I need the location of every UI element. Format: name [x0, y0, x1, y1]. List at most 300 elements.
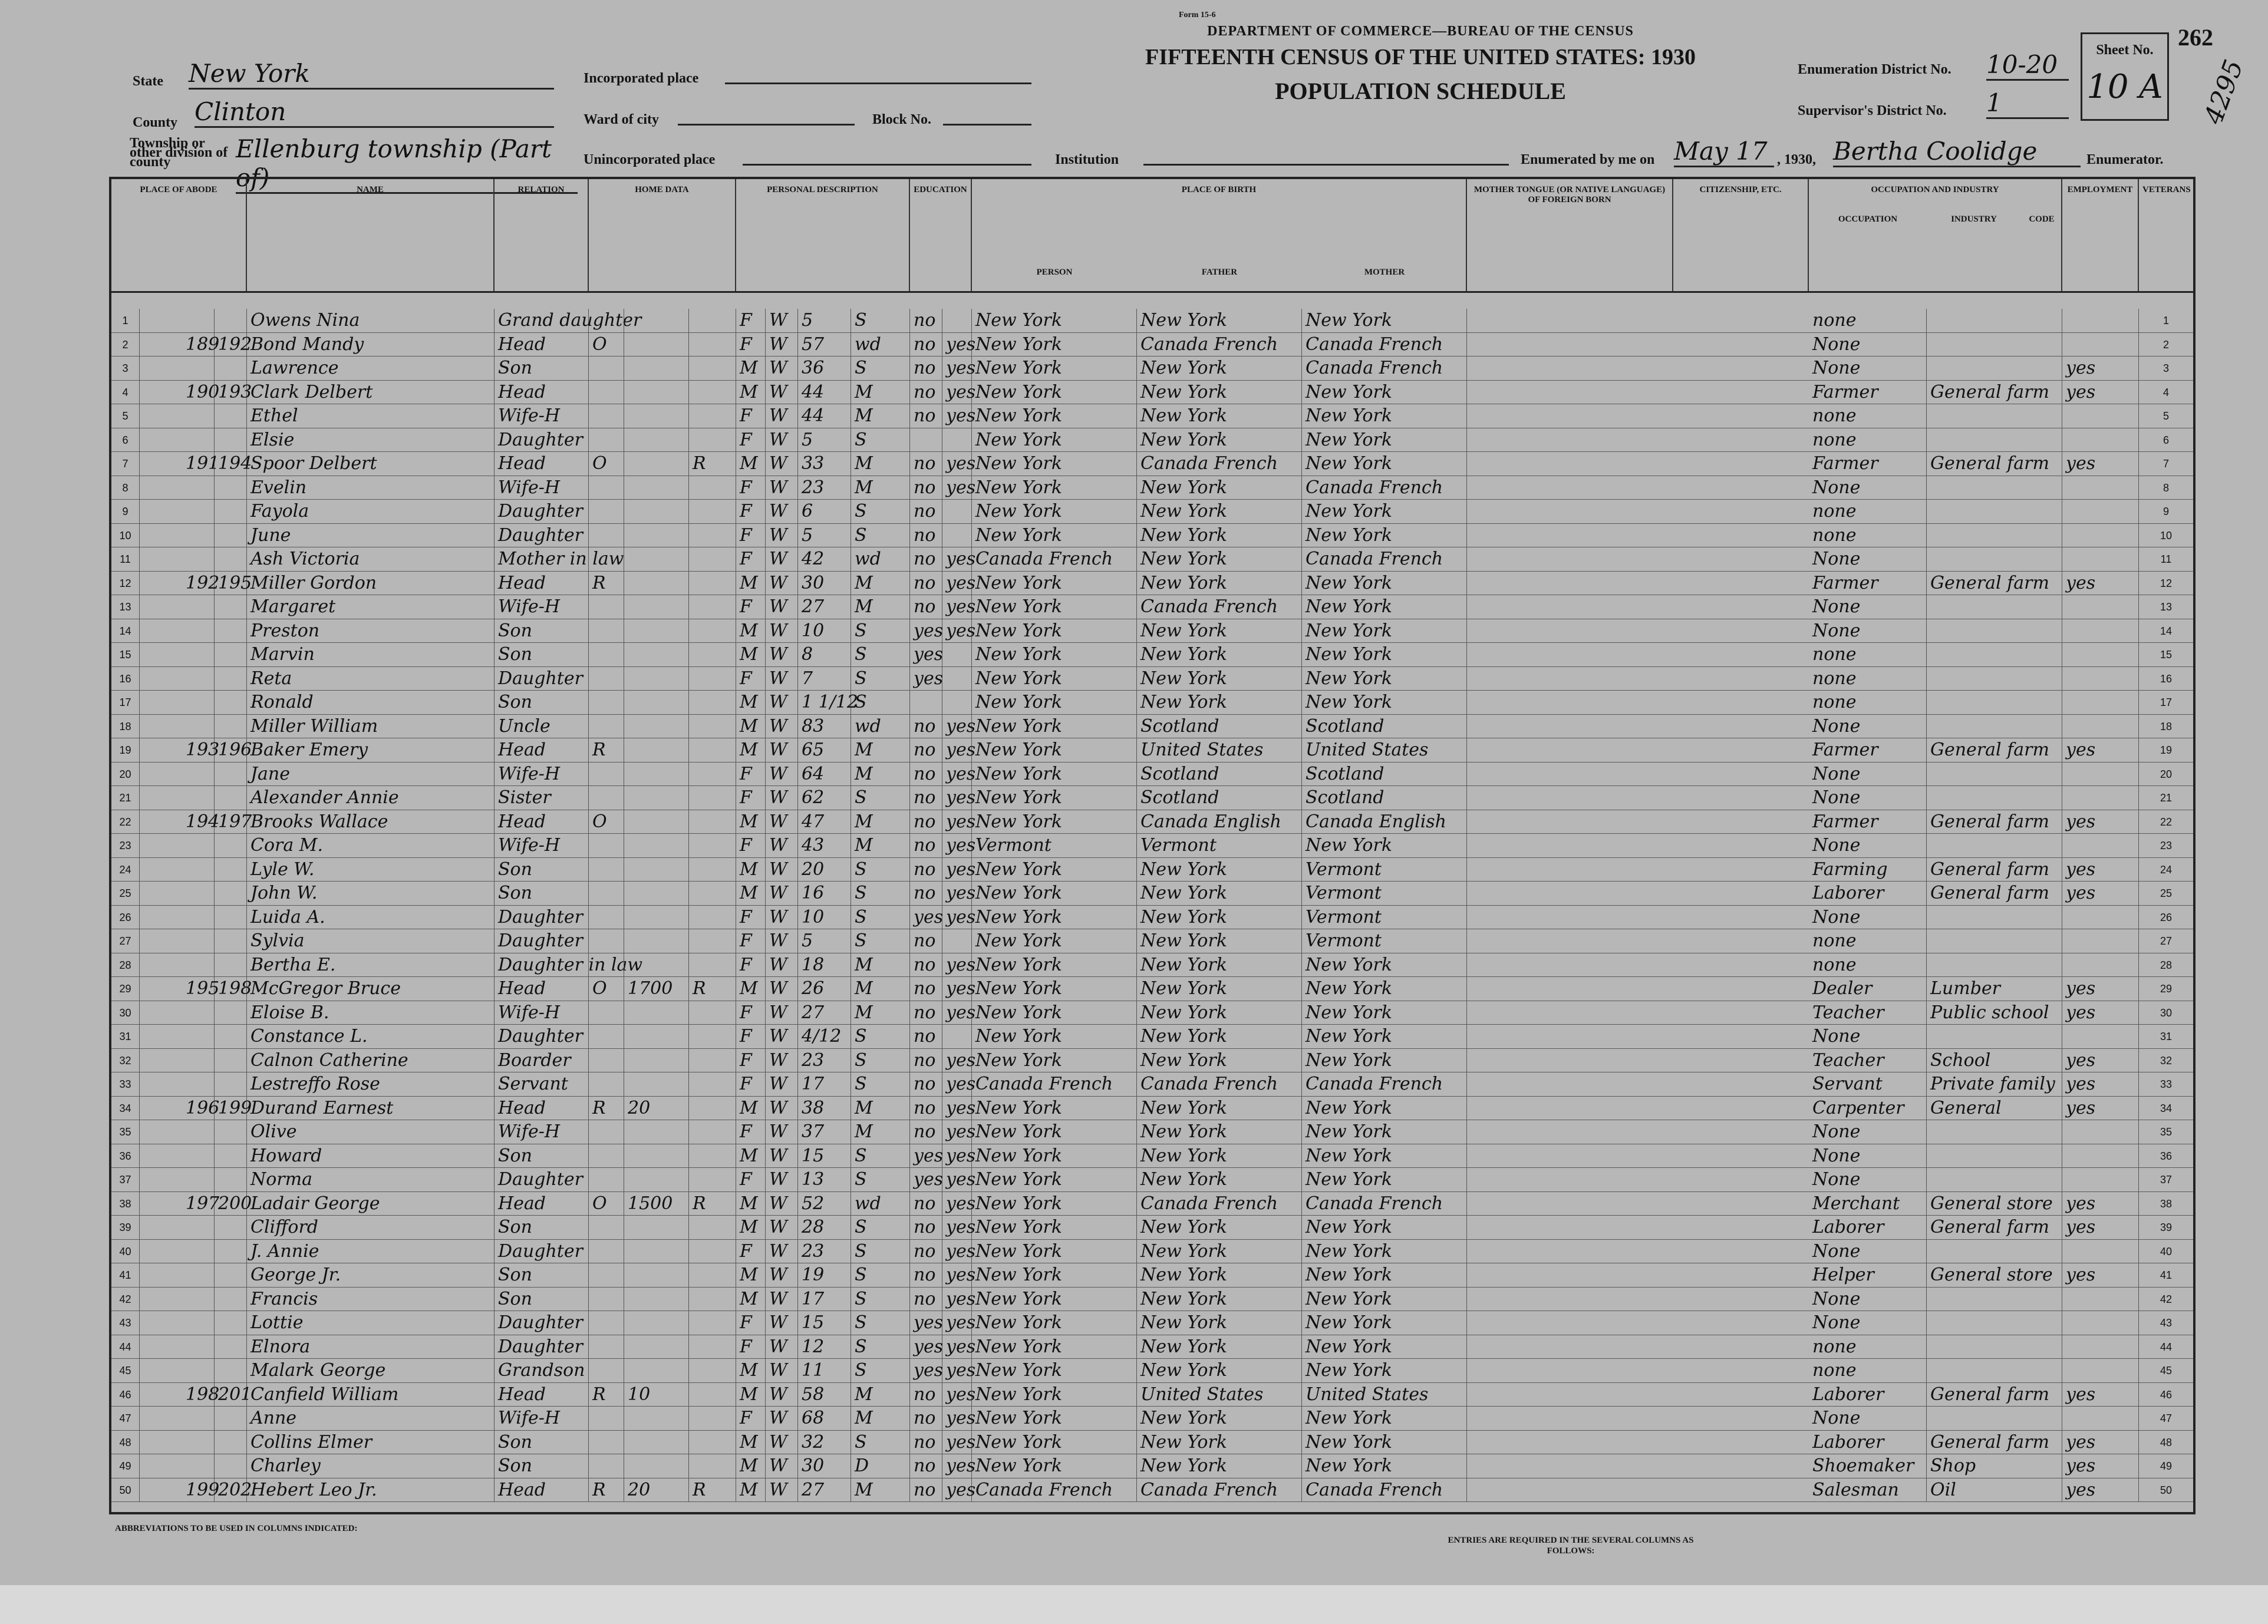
birthplace-father: New York — [1137, 691, 1302, 714]
home-value — [624, 1431, 689, 1454]
family-number — [215, 1311, 247, 1335]
employment — [2062, 1311, 2139, 1335]
birthplace-person: New York — [972, 763, 1137, 786]
radio-set — [689, 428, 736, 452]
industry — [1927, 1168, 2062, 1191]
population-table — [109, 177, 2196, 1514]
occupation: Salesman — [1809, 1478, 1927, 1502]
table-row — [111, 1311, 2193, 1335]
dwelling-number — [182, 428, 215, 452]
home-value — [624, 1263, 689, 1287]
dwelling-number — [182, 1049, 215, 1072]
person-name: Ladair George — [247, 1192, 495, 1216]
table-row — [111, 1097, 2193, 1121]
line-number: 18 — [111, 715, 140, 738]
person-name: Margaret — [247, 595, 495, 619]
race: W — [766, 1288, 798, 1311]
radio-set — [689, 1072, 736, 1096]
table-row — [111, 929, 2193, 953]
marital-status: S — [851, 1431, 910, 1454]
birthplace-person: New York — [972, 738, 1137, 762]
line-number: 19 — [111, 738, 140, 762]
employment — [2062, 619, 2139, 643]
home-value — [624, 476, 689, 500]
enumerated-year: , 1930, — [1777, 152, 1816, 167]
birthplace-father: New York — [1137, 524, 1302, 547]
dwelling-number — [182, 643, 215, 666]
attended-school: yes — [910, 906, 942, 929]
sex: F — [736, 1072, 766, 1096]
enum-district-label: Enumeration District No. — [1798, 62, 1951, 77]
birthplace-father: New York — [1137, 404, 1302, 428]
attended-school: no — [910, 1120, 942, 1144]
race: W — [766, 1311, 798, 1335]
occupation: Servant — [1809, 1072, 1927, 1096]
line-number-right: 13 — [2160, 601, 2173, 613]
attended-school: no — [910, 1383, 942, 1407]
race: W — [766, 1335, 798, 1359]
home-value — [624, 357, 689, 380]
birthplace-mother: New York — [1302, 1454, 1467, 1478]
radio-set — [689, 858, 736, 882]
sex: M — [736, 1383, 766, 1407]
birthplace-mother: New York — [1302, 1240, 1467, 1263]
line-number-right: 10 — [2160, 529, 2173, 542]
birthplace-person: New York — [972, 1001, 1137, 1025]
dwelling-number — [182, 1025, 215, 1048]
birthplace-person: New York — [972, 906, 1137, 929]
employment — [2062, 309, 2139, 332]
dwelling-number — [182, 834, 215, 857]
home-value — [624, 1072, 689, 1096]
group-name: NAME — [247, 179, 495, 291]
relation: Son — [495, 882, 589, 905]
line-number-right: 23 — [2160, 840, 2173, 851]
marital-status: S — [851, 1263, 910, 1287]
employment — [2062, 595, 2139, 619]
home-value — [624, 1168, 689, 1191]
birthplace-mother: New York — [1302, 309, 1467, 332]
can-read-write: yes — [942, 547, 972, 571]
age: 23 — [798, 476, 851, 500]
occupation: None — [1809, 357, 1927, 380]
birthplace-father: New York — [1137, 858, 1302, 882]
industry — [1927, 691, 2062, 714]
birthplace-mother: New York — [1302, 1288, 1467, 1311]
birthplace-father: New York — [1137, 381, 1302, 404]
industry — [1927, 1335, 2062, 1359]
age: 27 — [798, 1001, 851, 1025]
birthplace-mother: New York — [1302, 524, 1467, 547]
family-number — [215, 1049, 247, 1072]
group-education: EDUCATION — [910, 179, 972, 291]
attended-school: yes — [910, 619, 942, 643]
line-number-right: 5 — [2162, 410, 2169, 422]
sex: F — [736, 547, 766, 571]
person-name: Hebert Leo Jr. — [247, 1478, 495, 1502]
can-read-write — [942, 929, 972, 953]
line-number-right: 28 — [2160, 959, 2173, 971]
attended-school: no — [910, 1263, 942, 1287]
dwelling-number — [182, 476, 215, 500]
person-name: Brooks Wallace — [247, 810, 495, 834]
birthplace-person: New York — [972, 858, 1137, 882]
dwelling-number — [182, 547, 215, 571]
industry: Public school — [1927, 1001, 2062, 1025]
line-number: 33 — [111, 1072, 140, 1096]
person-name: Owens Nina — [247, 309, 495, 332]
occupation: Teacher — [1809, 1049, 1927, 1072]
dwelling-number — [182, 1216, 215, 1239]
home-owned — [589, 763, 624, 786]
industry-label: INDUSTRY — [1951, 214, 1997, 224]
line-number: 39 — [111, 1216, 140, 1239]
can-read-write: yes — [942, 1335, 972, 1359]
group-occupation-industry — [1809, 179, 2062, 291]
line-number: 40 — [111, 1240, 140, 1263]
occupation: None — [1809, 1288, 1927, 1311]
can-read-write: yes — [942, 1168, 972, 1191]
sex: F — [736, 333, 766, 357]
birthplace-person: New York — [972, 929, 1137, 953]
radio-set — [689, 1144, 736, 1168]
family-number — [215, 404, 247, 428]
state-label: State — [133, 74, 163, 89]
marital-status: M — [851, 452, 910, 476]
birthplace-person: New York — [972, 1431, 1137, 1454]
race: W — [766, 1383, 798, 1407]
home-owned — [589, 643, 624, 666]
family-number — [215, 1240, 247, 1263]
marital-status: S — [851, 667, 910, 691]
attended-school: no — [910, 786, 942, 810]
birthplace-mother: New York — [1302, 1097, 1467, 1120]
attended-school: no — [910, 500, 942, 523]
family-number: 193 — [215, 381, 247, 404]
marital-status: M — [851, 381, 910, 404]
line-number: 50 — [111, 1478, 140, 1502]
home-value: 1500 — [624, 1192, 689, 1216]
dwelling-number — [182, 1240, 215, 1263]
abbreviations-title: ABBREVIATIONS TO BE USED IN COLUMNS INDICATED: — [115, 1524, 358, 1533]
marital-status: S — [851, 906, 910, 929]
dwelling-number — [182, 1288, 215, 1311]
occupation: None — [1809, 1407, 1927, 1430]
home-owned — [589, 1454, 624, 1478]
marital-status: S — [851, 691, 910, 714]
table-row — [111, 1192, 2193, 1216]
can-read-write: yes — [942, 1120, 972, 1144]
attended-school: no — [910, 1407, 942, 1430]
occupation: Dealer — [1809, 977, 1927, 1001]
attended-school: no — [910, 595, 942, 619]
occupation-industry-title: OCCUPATION AND INDUSTRY — [1871, 185, 1999, 194]
person-name: Anne — [247, 1407, 495, 1430]
home-value — [624, 738, 689, 762]
age: 38 — [798, 1097, 851, 1120]
line-number: 32 — [111, 1049, 140, 1072]
birthplace-father: United States — [1137, 738, 1302, 762]
birthplace-mother: Canada French — [1302, 1192, 1467, 1216]
birthplace-person: Canada French — [972, 1072, 1137, 1096]
dwelling-number — [182, 763, 215, 786]
age: 27 — [798, 1478, 851, 1502]
county-value: Clinton — [195, 97, 554, 128]
attended-school: no — [910, 763, 942, 786]
attended-school: no — [910, 1288, 942, 1311]
birthplace-father: New York — [1137, 1454, 1302, 1478]
birthplace-father: Scotland — [1137, 763, 1302, 786]
marital-status: S — [851, 500, 910, 523]
home-owned — [589, 357, 624, 380]
group-veterans: VETERANS — [2142, 185, 2191, 194]
race: W — [766, 1216, 798, 1239]
person-name: Sylvia — [247, 929, 495, 953]
age: 19 — [798, 1263, 851, 1287]
table-row — [111, 476, 2193, 500]
home-value — [624, 404, 689, 428]
table-row — [111, 500, 2193, 524]
marital-status: M — [851, 1001, 910, 1025]
table-row — [111, 667, 2193, 691]
line-number: 46 — [111, 1383, 140, 1407]
relation: Son — [495, 1288, 589, 1311]
enumerator-name: Bertha Coolidge — [1833, 137, 2081, 167]
birthplace-person: New York — [972, 1335, 1137, 1359]
attended-school: no — [910, 977, 942, 1001]
marital-status: wd — [851, 547, 910, 571]
birthplace-father: Canada French — [1137, 595, 1302, 619]
line-number-right: 25 — [2160, 887, 2173, 899]
can-read-write: yes — [942, 1192, 972, 1216]
family-number — [215, 1120, 247, 1144]
can-read-write: yes — [942, 1144, 972, 1168]
sex: F — [736, 929, 766, 953]
home-value — [624, 547, 689, 571]
birthplace-mother: Scotland — [1302, 715, 1467, 738]
employment — [2062, 524, 2139, 547]
employment: yes — [2062, 1192, 2139, 1216]
sex: M — [736, 691, 766, 714]
employment: yes — [2062, 1454, 2139, 1478]
radio-set — [689, 357, 736, 380]
occupation: Teacher — [1809, 1001, 1927, 1025]
industry — [1927, 428, 2062, 452]
relation: Head — [495, 977, 589, 1001]
industry — [1927, 547, 2062, 571]
birthplace-person: New York — [972, 977, 1137, 1001]
line-number: 49 — [111, 1454, 140, 1478]
race: W — [766, 1478, 798, 1502]
employment: yes — [2062, 572, 2139, 595]
family-number — [215, 428, 247, 452]
sex: F — [736, 763, 766, 786]
birthplace-person: New York — [972, 953, 1137, 977]
line-number: 15 — [111, 643, 140, 666]
sex: M — [736, 1263, 766, 1287]
home-value — [624, 1454, 689, 1478]
age: 26 — [798, 977, 851, 1001]
radio-set — [689, 500, 736, 523]
attended-school: yes — [910, 1359, 942, 1382]
family-number — [215, 1263, 247, 1287]
marital-status: S — [851, 619, 910, 643]
birthplace-father: New York — [1137, 882, 1302, 905]
occupation: none — [1809, 1359, 1927, 1382]
home-owned — [589, 547, 624, 571]
race: W — [766, 786, 798, 810]
attended-school: no — [910, 404, 942, 428]
relation: Head — [495, 452, 589, 476]
family-number — [215, 882, 247, 905]
person-name: Ronald — [247, 691, 495, 714]
age: 10 — [798, 619, 851, 643]
sex: M — [736, 1097, 766, 1120]
industry — [1927, 715, 2062, 738]
group-personal-description: PERSONAL DESCRIPTION — [736, 179, 910, 291]
can-read-write: yes — [942, 357, 972, 380]
birthplace-father: New York — [1137, 929, 1302, 953]
table-row — [111, 1144, 2193, 1169]
state-value: New York — [189, 59, 554, 90]
relation: Head — [495, 1383, 589, 1407]
family-number: 194 — [215, 452, 247, 476]
radio-set — [689, 1288, 736, 1311]
line-number-right: 3 — [2162, 362, 2169, 374]
race: W — [766, 547, 798, 571]
attended-school: no — [910, 858, 942, 882]
person-name: John W. — [247, 882, 495, 905]
marital-status: M — [851, 810, 910, 834]
birthplace-father: New York — [1137, 1097, 1302, 1120]
marital-status: M — [851, 738, 910, 762]
sex: M — [736, 619, 766, 643]
line-number: 12 — [111, 572, 140, 595]
birthplace-mother: Scotland — [1302, 763, 1467, 786]
incorporated-line — [725, 82, 1031, 84]
line-number: 5 — [111, 404, 140, 428]
marital-status: M — [851, 595, 910, 619]
radio-set — [689, 1383, 736, 1407]
marital-status: M — [851, 1120, 910, 1144]
home-value — [624, 572, 689, 595]
family-number — [215, 715, 247, 738]
line-number-right: 29 — [2160, 983, 2173, 995]
employment — [2062, 834, 2139, 857]
person-name: Evelin — [247, 476, 495, 500]
radio-set — [689, 1001, 736, 1025]
industry — [1927, 906, 2062, 929]
line-number-right: 47 — [2160, 1412, 2173, 1424]
table-row — [111, 1431, 2193, 1455]
can-read-write — [942, 309, 972, 332]
employment — [2062, 1168, 2139, 1191]
line-number: 48 — [111, 1431, 140, 1454]
relation: Head — [495, 1192, 589, 1216]
line-number: 31 — [111, 1025, 140, 1048]
race: W — [766, 1025, 798, 1048]
table-row — [111, 738, 2193, 763]
person-name: Lawrence — [247, 357, 495, 380]
marital-status: S — [851, 1216, 910, 1239]
age: 17 — [798, 1288, 851, 1311]
relation: Mother in law — [495, 547, 589, 571]
person-name: Durand Earnest — [247, 1097, 495, 1120]
birth-father-label: FATHER — [1201, 268, 1238, 277]
attended-school: no — [910, 1192, 942, 1216]
family-number — [215, 309, 247, 332]
person-name: George Jr. — [247, 1263, 495, 1287]
birthplace-father: Canada French — [1137, 1192, 1302, 1216]
employment — [2062, 1025, 2139, 1048]
industry — [1927, 404, 2062, 428]
table-row — [111, 691, 2193, 715]
birthplace-person: New York — [972, 595, 1137, 619]
birthplace-father: New York — [1137, 1120, 1302, 1144]
dwelling-number: 189 — [182, 333, 215, 357]
home-owned — [589, 786, 624, 810]
birthplace-person: New York — [972, 1144, 1137, 1168]
supervisor-value: 1 — [1986, 88, 2069, 119]
ward-label: Ward of city — [584, 112, 659, 127]
home-owned — [589, 858, 624, 882]
relation: Wife-H — [495, 1120, 589, 1144]
radio-set — [689, 1311, 736, 1335]
occupation: Farmer — [1809, 381, 1927, 404]
line-number: 43 — [111, 1311, 140, 1335]
age: 8 — [798, 643, 851, 666]
line-number-right: 9 — [2162, 506, 2169, 517]
marital-status: S — [851, 357, 910, 380]
can-read-write: yes — [942, 738, 972, 762]
industry: General farm — [1927, 882, 2062, 905]
dwelling-number — [182, 404, 215, 428]
attended-school: no — [910, 834, 942, 857]
birthplace-person: New York — [972, 715, 1137, 738]
age: 42 — [798, 547, 851, 571]
age: 18 — [798, 953, 851, 977]
can-read-write: yes — [942, 381, 972, 404]
industry — [1927, 500, 2062, 523]
table-row — [111, 381, 2193, 405]
birthplace-father: New York — [1137, 1168, 1302, 1191]
table-row — [111, 595, 2193, 619]
line-number: 23 — [111, 834, 140, 857]
attended-school: yes — [910, 1311, 942, 1335]
industry — [1927, 1025, 2062, 1048]
birthplace-mother: New York — [1302, 1120, 1467, 1144]
birthplace-mother: United States — [1302, 1383, 1467, 1407]
home-owned — [589, 691, 624, 714]
sex: F — [736, 1407, 766, 1430]
industry — [1927, 1240, 2062, 1263]
line-number: 27 — [111, 929, 140, 953]
person-name: Eloise B. — [247, 1001, 495, 1025]
attended-school: no — [910, 452, 942, 476]
birthplace-person: New York — [972, 1263, 1137, 1287]
family-number — [215, 763, 247, 786]
occupation: None — [1809, 1168, 1927, 1191]
home-value — [624, 333, 689, 357]
home-value: 1700 — [624, 977, 689, 1001]
family-number — [215, 786, 247, 810]
race: W — [766, 691, 798, 714]
radio-set — [689, 1359, 736, 1382]
marital-status: S — [851, 309, 910, 332]
relation: Head — [495, 738, 589, 762]
sex: F — [736, 953, 766, 977]
occupation: none — [1809, 404, 1927, 428]
